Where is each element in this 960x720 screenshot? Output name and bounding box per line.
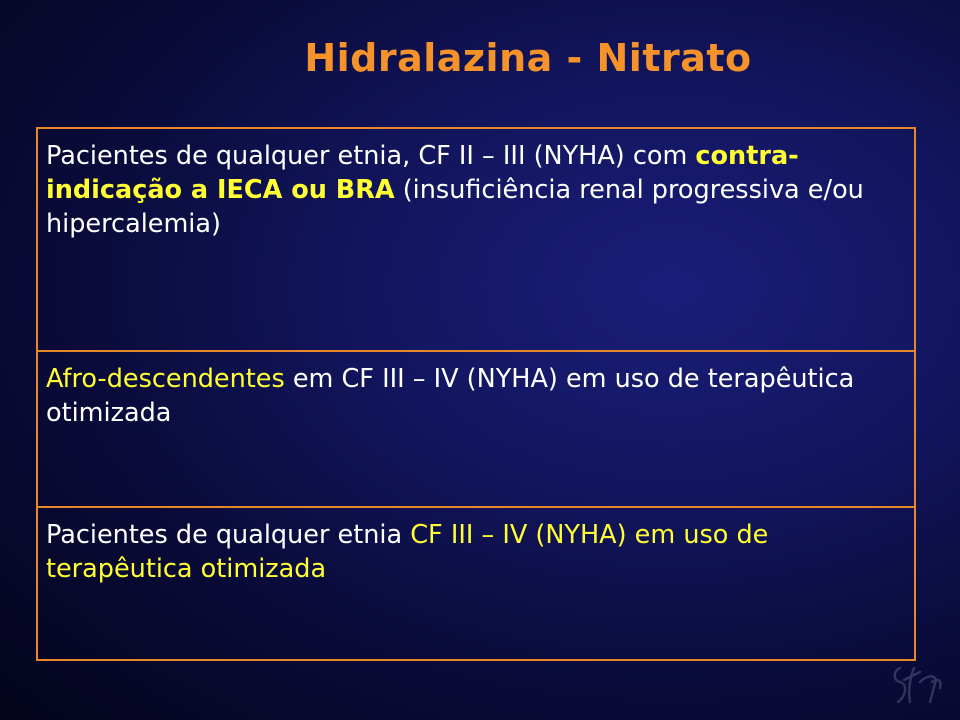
table-row [38, 129, 914, 350]
criteria-table [36, 127, 916, 661]
row-text: em CF III – IV (NYHA) em uso de terapêutica otimizada [46, 364, 855, 428]
table-row [38, 350, 914, 506]
slide-title: Hidralazina - Nitrato [304, 36, 752, 80]
row-text: Pacientes de qualquer etnia [46, 520, 411, 550]
row-highlight-text: CF III – IV (NYHA) em uso de terapêutica otimizada [46, 520, 769, 584]
table-row [38, 506, 914, 659]
row-highlight-text: contra-indicação a IECA ou BRA [46, 141, 799, 205]
row-text: (insuficiência renal progressiva e/ou hipercalemia) [46, 175, 864, 239]
row-text: Pacientes de qualquer etnia, CF II – III (NYHA) com [46, 141, 696, 171]
signature-logo-icon [886, 660, 946, 706]
row-highlight-text: Afro-descendentes [46, 364, 285, 394]
